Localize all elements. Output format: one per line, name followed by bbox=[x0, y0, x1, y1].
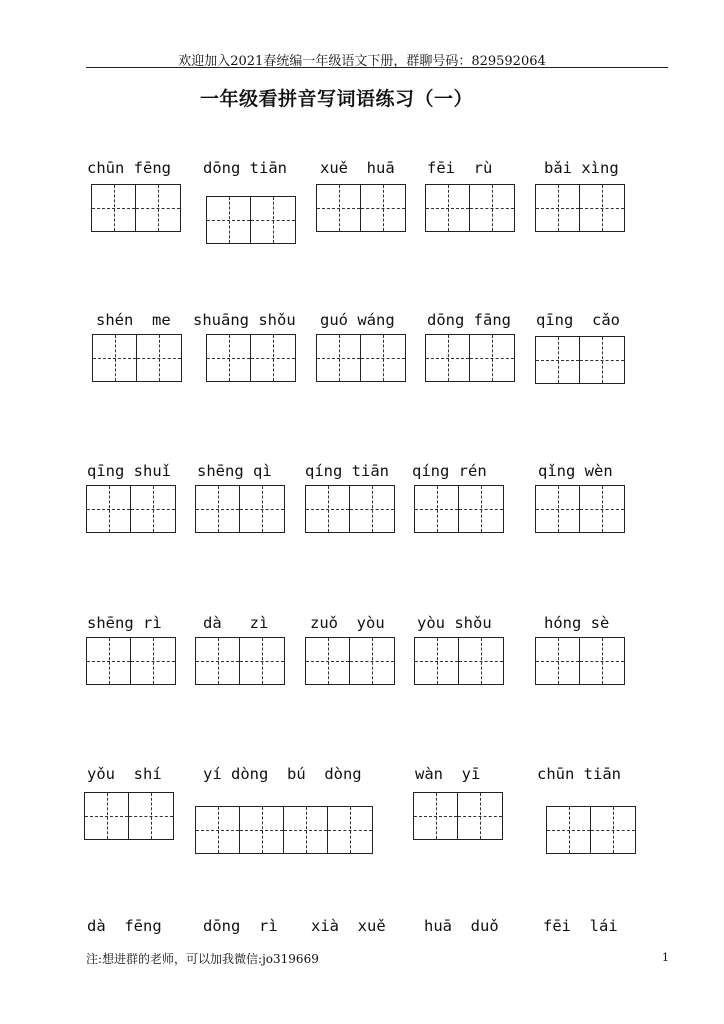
pinyin-prompt: xuě huā bbox=[320, 159, 395, 177]
pinyin-prompt: fēi lái bbox=[543, 917, 618, 935]
writing-grid[interactable] bbox=[195, 806, 373, 854]
writing-cell[interactable] bbox=[580, 486, 624, 532]
writing-cell[interactable] bbox=[580, 638, 624, 684]
writing-cell[interactable] bbox=[284, 807, 328, 853]
writing-cell[interactable] bbox=[426, 335, 470, 381]
writing-cell[interactable] bbox=[470, 335, 514, 381]
writing-grid[interactable] bbox=[413, 792, 503, 840]
writing-grid[interactable] bbox=[86, 637, 176, 685]
writing-cell[interactable] bbox=[251, 197, 295, 243]
writing-cell[interactable] bbox=[87, 638, 131, 684]
writing-grid[interactable] bbox=[414, 485, 504, 533]
writing-cell[interactable] bbox=[137, 335, 181, 381]
writing-grid[interactable] bbox=[316, 184, 406, 232]
writing-grid[interactable] bbox=[546, 806, 636, 854]
writing-grid[interactable] bbox=[206, 334, 296, 382]
writing-grid[interactable] bbox=[195, 637, 285, 685]
writing-grid[interactable] bbox=[206, 196, 296, 244]
pinyin-prompt: chūn tiān bbox=[537, 765, 621, 783]
writing-cell[interactable] bbox=[196, 807, 240, 853]
pinyin-prompt: shén me bbox=[96, 311, 171, 329]
writing-cell[interactable] bbox=[196, 638, 240, 684]
footer-note: 注:想进群的老师，可以加我微信:jo319669 bbox=[86, 952, 319, 966]
writing-cell[interactable] bbox=[459, 638, 503, 684]
writing-cell[interactable] bbox=[361, 185, 405, 231]
writing-cell[interactable] bbox=[350, 486, 394, 532]
pinyin-prompt: wàn yī bbox=[415, 765, 481, 783]
writing-cell[interactable] bbox=[547, 807, 591, 853]
pinyin-prompt: shuāng shǒu bbox=[193, 311, 296, 329]
writing-grid[interactable] bbox=[305, 637, 395, 685]
writing-grid[interactable] bbox=[535, 637, 625, 685]
pinyin-prompt: dà fēng bbox=[87, 917, 162, 935]
pinyin-prompt: qǐng wèn bbox=[538, 462, 613, 480]
writing-cell[interactable] bbox=[131, 638, 175, 684]
writing-grid[interactable] bbox=[305, 485, 395, 533]
writing-cell[interactable] bbox=[317, 335, 361, 381]
writing-grid[interactable] bbox=[86, 485, 176, 533]
page-header: 欢迎加入2021春统编一年级语文下册，群聊号码：829592064 bbox=[178, 54, 546, 69]
writing-cell[interactable] bbox=[350, 638, 394, 684]
pinyin-prompt: dōng rì bbox=[203, 917, 278, 935]
pinyin-prompt: qīng shuǐ bbox=[87, 462, 171, 480]
page-number: 1 bbox=[662, 951, 669, 964]
writing-cell[interactable] bbox=[92, 185, 136, 231]
pinyin-prompt: qīng cǎo bbox=[536, 311, 620, 329]
pinyin-prompt: xià xuě bbox=[311, 917, 386, 935]
writing-cell[interactable] bbox=[580, 185, 624, 231]
writing-cell[interactable] bbox=[459, 486, 503, 532]
header-rule bbox=[86, 67, 668, 68]
writing-grid[interactable] bbox=[425, 184, 515, 232]
writing-cell[interactable] bbox=[317, 185, 361, 231]
writing-cell[interactable] bbox=[87, 486, 131, 532]
writing-cell[interactable] bbox=[536, 638, 580, 684]
writing-cell[interactable] bbox=[240, 638, 284, 684]
pinyin-prompt: chūn fēng bbox=[87, 159, 171, 177]
pinyin-prompt: zuǒ yòu bbox=[310, 614, 385, 632]
pinyin-prompt: dōng fāng bbox=[427, 311, 511, 329]
writing-cell[interactable] bbox=[414, 793, 458, 839]
pinyin-prompt: qíng tiān bbox=[305, 462, 389, 480]
writing-cell[interactable] bbox=[536, 486, 580, 532]
writing-cell[interactable] bbox=[207, 335, 251, 381]
writing-cell[interactable] bbox=[240, 807, 284, 853]
writing-grid[interactable] bbox=[535, 485, 625, 533]
writing-grid[interactable] bbox=[92, 334, 182, 382]
writing-cell[interactable] bbox=[85, 793, 129, 839]
writing-cell[interactable] bbox=[580, 337, 624, 383]
writing-cell[interactable] bbox=[136, 185, 180, 231]
pinyin-prompt: yí dòng bú dòng bbox=[203, 765, 362, 783]
writing-grid[interactable] bbox=[414, 637, 504, 685]
pinyin-prompt: fēi rù bbox=[427, 159, 493, 177]
pinyin-prompt: yǒu shí bbox=[87, 765, 162, 783]
writing-cell[interactable] bbox=[306, 486, 350, 532]
page-title: 一年级看拼音写词语练习（一） bbox=[200, 88, 474, 110]
pinyin-prompt: dà zì bbox=[203, 614, 269, 632]
pinyin-prompt: qíng rén bbox=[412, 462, 487, 480]
pinyin-prompt: bǎi xìng bbox=[544, 159, 619, 177]
writing-cell[interactable] bbox=[207, 197, 251, 243]
writing-cell[interactable] bbox=[415, 486, 459, 532]
writing-cell[interactable] bbox=[251, 335, 295, 381]
writing-cell[interactable] bbox=[93, 335, 137, 381]
writing-grid[interactable] bbox=[84, 792, 174, 840]
writing-cell[interactable] bbox=[415, 638, 459, 684]
writing-cell[interactable] bbox=[591, 807, 635, 853]
writing-cell[interactable] bbox=[426, 185, 470, 231]
pinyin-prompt: huā duǒ bbox=[424, 917, 499, 935]
writing-cell[interactable] bbox=[328, 807, 372, 853]
pinyin-prompt: shēng qì bbox=[197, 462, 272, 480]
writing-cell[interactable] bbox=[470, 185, 514, 231]
pinyin-prompt: dōng tiān bbox=[203, 159, 287, 177]
writing-cell[interactable] bbox=[536, 185, 580, 231]
writing-cell[interactable] bbox=[458, 793, 502, 839]
writing-cell[interactable] bbox=[361, 335, 405, 381]
writing-grid[interactable] bbox=[316, 334, 406, 382]
pinyin-prompt: yòu shǒu bbox=[417, 614, 492, 632]
writing-cell[interactable] bbox=[306, 638, 350, 684]
writing-cell[interactable] bbox=[129, 793, 173, 839]
writing-grid[interactable] bbox=[535, 336, 625, 384]
pinyin-prompt: shēng rì bbox=[87, 614, 162, 632]
pinyin-prompt: hóng sè bbox=[544, 614, 610, 632]
writing-grid[interactable] bbox=[425, 334, 515, 382]
pinyin-prompt: guó wáng bbox=[320, 311, 395, 329]
writing-cell[interactable] bbox=[536, 337, 580, 383]
writing-cell[interactable] bbox=[240, 486, 284, 532]
writing-cell[interactable] bbox=[131, 486, 175, 532]
writing-cell[interactable] bbox=[196, 486, 240, 532]
writing-grid[interactable] bbox=[535, 184, 625, 232]
writing-grid[interactable] bbox=[91, 184, 181, 232]
writing-grid[interactable] bbox=[195, 485, 285, 533]
